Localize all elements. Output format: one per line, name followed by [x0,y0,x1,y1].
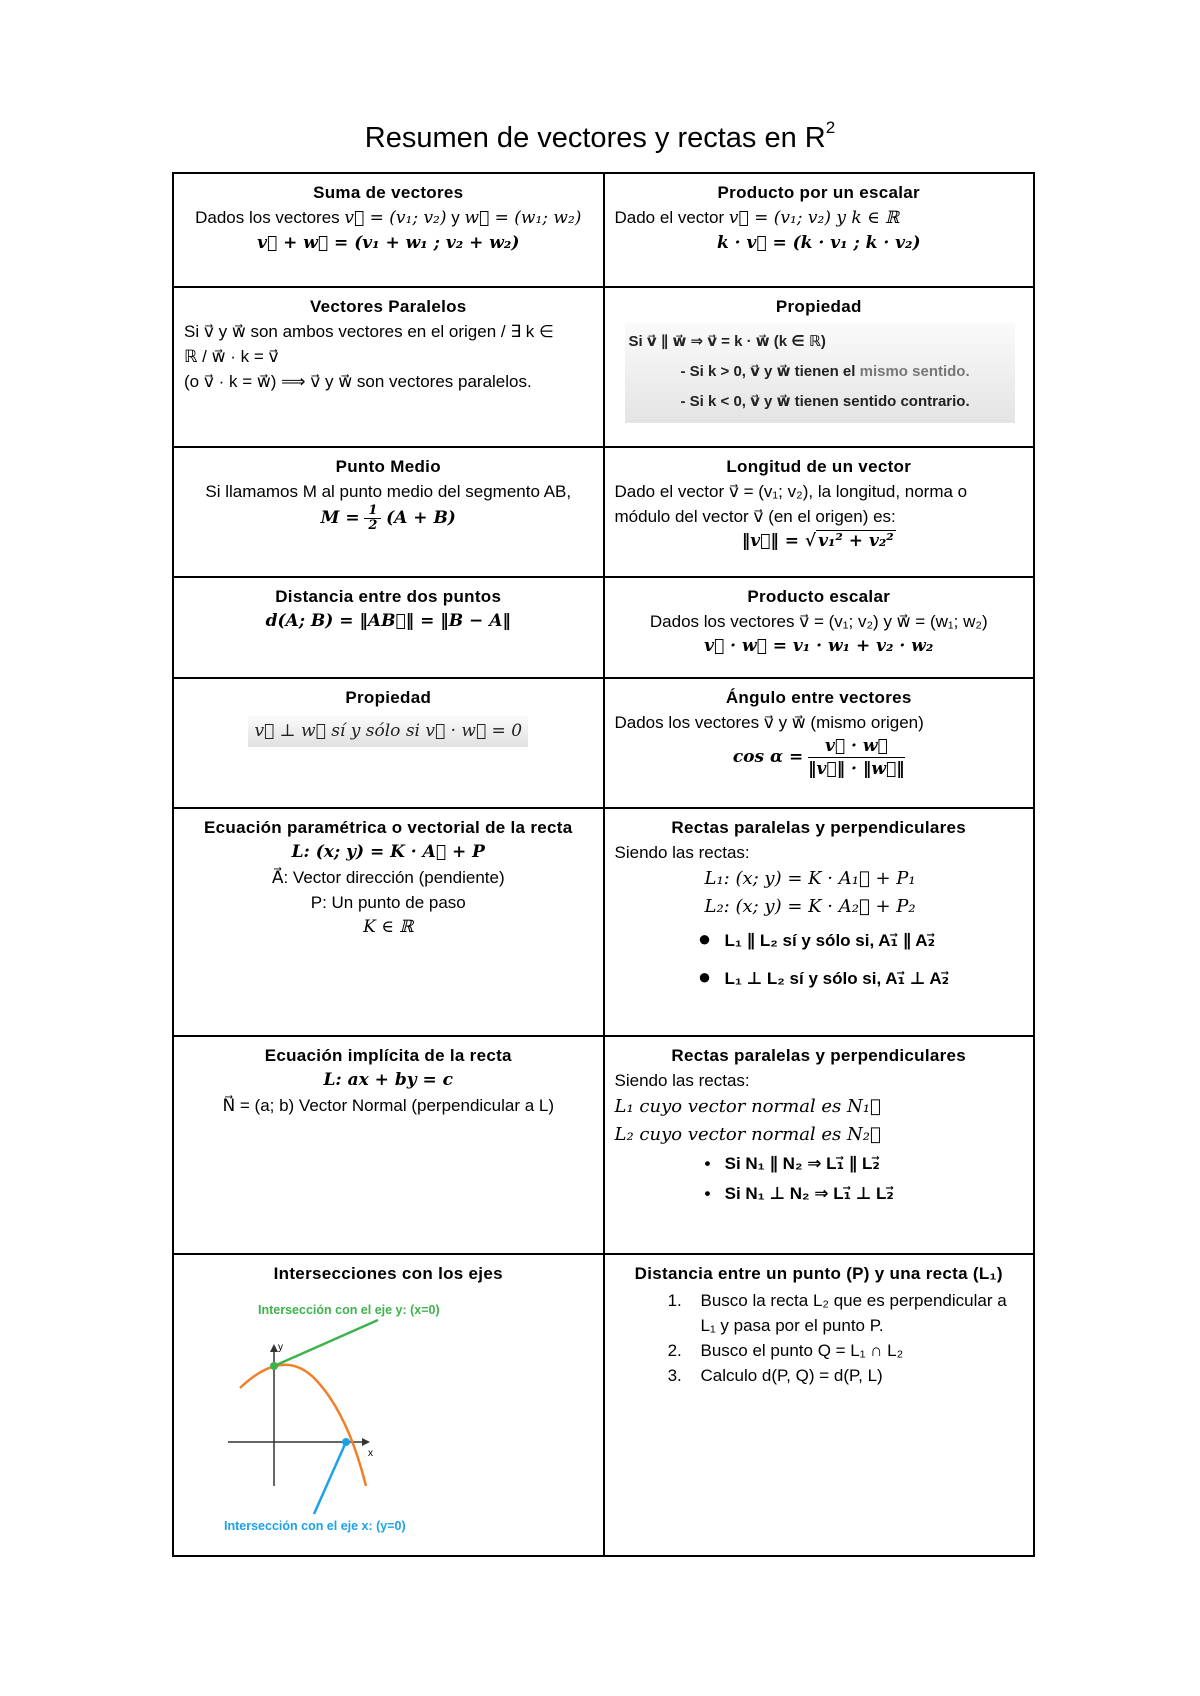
cell-propiedad2 [173,678,604,808]
y-axis-arrow-icon [270,1344,278,1352]
longitud-line2: módulo del vector v⃗ (en el origen) es: [614,507,896,526]
rectas2-bullet1 [615,1149,1024,1179]
parametrica-line4: K ∈ ℝ [363,917,414,937]
implicita-header: Ecuación implícita de la recta [264,1046,512,1065]
title-exponent: 2 [825,118,836,137]
propiedad1-header: Propiedad [775,297,862,316]
paralelos-line3: (o v⃗ · k = w⃗) ⟹ v⃗ y w⃗ son vectores paralelos. [184,372,532,391]
table-row [173,173,1034,287]
angulo-header: Ángulo entre vectores [725,688,912,707]
paralelos-line1: Si v⃗ y w⃗ son ambos vectores en el origen / ∃ k ∈ [184,322,554,341]
cell-propiedad1 [604,287,1035,447]
angulo-den: ‖v⃗‖ · ‖w⃗‖ [808,759,905,779]
medio-frac-den: 2 [368,518,378,533]
intersections-diagram [188,1290,598,1540]
propiedad1-line2-b: mismo sentido. [859,363,970,380]
medio-line1: Si llamamos M al punto medio del segmento AB, [205,482,572,501]
rectas1-b2-text: L₁ ⊥ L₂ sí y sólo si, A₁⃗ ⊥ A₂⃗ [724,969,950,988]
cell-escalar [604,173,1035,287]
suma-v-def: v⃗ = (v₁; v₂) [344,208,447,228]
propiedad1-line2-a: - Si k > 0, v⃗ y w⃗ tienen el [680,363,860,380]
bullet-icon: • [704,1154,711,1173]
angulo-lhs: cos α = [732,746,804,767]
rectas1-intro: Siendo las rectas: [614,843,750,862]
longitud-header: Longitud de un vector [726,457,912,476]
parametrica-line2: A⃗: Vector dirección (pendiente) [271,868,505,887]
parametrica-header: Ecuación paramétrica o vectorial de la recta [204,818,573,837]
angulo-fraction [808,735,905,780]
x-axis-arrow-icon [362,1438,370,1446]
y-axis-label: y [278,1342,283,1353]
propiedad1-line3: - Si k < 0, v⃗ y w⃗ tienen sentido contrario. [680,393,970,410]
y-intercept-label: Intersección con el eje y: (x=0) [258,1303,440,1317]
parametrica-line3: P: Un punto de paso [310,893,466,912]
escalar-formula: k · v⃗ = (k · v₁ ; k · v₂) [716,233,921,253]
prodescalar-line1: Dados los vectores v⃗ = (v₁; v₂) y w⃗ = (w₁; w₂) [649,612,988,631]
medio-frac-num: 1 [364,504,381,519]
propiedad2-formula: v⃗ ⊥ w⃗ sí y sólo si v⃗ · w⃗ = 0 [248,716,528,747]
angulo-num: v⃗ · w⃗ [808,735,905,758]
rectas2-eq1: L₁ cuyo vector normal es N₁⃗ [614,1096,881,1117]
suma-line1-text: Dados los vectores [195,208,340,227]
bullet-icon: ● [697,926,712,951]
x-intercept-label: Intersección con el eje x: (y=0) [224,1519,406,1533]
bullet-icon: ● [697,964,712,989]
list-item: 2. Busco el punto Q = L₁ ∩ L₂ [687,1338,1024,1363]
distpunto-steps [615,1288,1024,1388]
table-row [173,678,1034,808]
parametrica-formula: L: (x; y) = K · A⃗ + P [291,842,485,862]
cell-distpunto [604,1254,1035,1556]
rectas2-intro: Siendo las rectas: [614,1071,750,1090]
page-title [0,118,1200,155]
escalar-line1-text: Dado el vector [614,208,725,227]
suma-header: Suma de vectores [313,183,464,202]
rectas1-header: Rectas paralelas y perpendiculares [671,818,967,837]
title-text: Resumen de vectores y rectas en R [364,122,826,154]
cell-implicita [173,1036,604,1254]
escalar-header: Producto por un escalar [717,183,920,202]
implicita-formula: L: ax + by = c [323,1070,454,1090]
longitud-line1: Dado el vector v⃗ = (v₁; v₂), la longitud, norma o [614,482,968,501]
longitud-formula-radicand: v₁² + v₂² [818,531,894,551]
medio-formula-lhs: M = [320,507,360,528]
bullet-icon: • [704,1184,711,1203]
cell-angulo [604,678,1035,808]
table-row [173,577,1034,678]
distancia-formula: d(A; B) = ‖AB⃗‖ = ‖B − A‖ [265,611,511,631]
longitud-formula-lhs: ‖v⃗‖ = √ [741,531,817,551]
rectas1-eq1: L₁: (x; y) = K · A₁⃗ + P₁ [704,868,916,889]
cell-suma [173,173,604,287]
propiedad1-box [625,323,1016,423]
rectas1-eq2: L₂: (x; y) = K · A₂⃗ + P₂ [704,896,916,917]
implicita-line2: N⃗ = (a; b) Vector Normal (perpendicular a L) [222,1096,555,1115]
cell-paralelos [173,287,604,447]
cell-parametrica [173,808,604,1036]
rectas2-eq2: L₂ cuyo vector normal es N₂⃗ [614,1124,881,1145]
y-intercept-pointer [274,1320,378,1366]
medio-fraction [364,504,381,533]
summary-table [172,172,1035,1557]
parabola-curve [240,1365,366,1486]
cell-prodescalar [604,577,1035,678]
table-row [173,287,1034,447]
x-intercept-pointer [314,1442,346,1514]
medio-header: Punto Medio [335,457,441,476]
list-item: 3. Calculo d(P, Q) = d(P, L) [687,1363,1024,1388]
prodescalar-header: Producto escalar [747,587,891,606]
suma-formula: v⃗ + w⃗ = (v₁ + w₁ ; v₂ + w₂) [257,233,520,253]
rectas2-header: Rectas paralelas y perpendiculares [671,1046,967,1065]
table-row [173,447,1034,577]
cell-intersecciones [173,1254,604,1556]
list-item: 1. Busco la recta L₂ que es perpendicular a L₁ y pasa por el punto P. [687,1288,1024,1338]
prodescalar-formula: v⃗ · w⃗ = v₁ · w₁ + v₂ · w₂ [704,636,934,656]
propiedad1-line1: Si v⃗ ∥ w⃗ ⇒ v⃗ = k · w⃗ (k ∈ ℝ) [628,333,826,350]
x-axis-label: x [368,1448,373,1459]
intersecciones-header: Intersecciones con los ejes [273,1264,503,1283]
angulo-formula [615,735,1024,780]
rectas2-bullet2 [615,1179,1024,1209]
propiedad1-line2 [629,357,1006,387]
escalar-line1 [615,205,1024,231]
rectas2-b2-text: Si N₁ ⊥ N₂ ⇒ L₁⃗ ⊥ L₂⃗ [724,1184,894,1203]
escalar-v-def: v⃗ = (v₁; v₂) y k ∈ ℝ [728,208,900,228]
rectas1-bullet2 [615,959,1024,997]
cell-distancia [173,577,604,678]
distpunto-header: Distancia entre un punto (P) y una recta (L₁) [634,1264,1003,1283]
paralelos-line2: ℝ / w⃗ · k = v⃗ [184,347,279,366]
table-row [173,1036,1034,1254]
propiedad2-header: Propiedad [345,688,432,707]
table-row [173,808,1034,1036]
table-row [173,1254,1034,1556]
cell-longitud [604,447,1035,577]
cell-rectas2 [604,1036,1035,1254]
angulo-line1: Dados los vectores v⃗ y w⃗ (mismo origen) [614,713,924,732]
suma-line1 [184,205,593,231]
rectas2-b1-text: Si N₁ ∥ N₂ ⇒ L₁⃗ ∥ L₂⃗ [724,1154,880,1173]
longitud-formula [615,529,1024,554]
rectas1-b1-text: L₁ ∥ L₂ sí y sólo si, A₁⃗ ∥ A₂⃗ [724,931,936,950]
suma-and: y [451,208,460,227]
cell-rectas1 [604,808,1035,1036]
cell-medio [173,447,604,577]
rectas1-bullet1 [615,921,1024,959]
medio-formula-rhs: (A + B) [386,507,456,528]
paralelos-header: Vectores Paralelos [309,297,467,316]
distancia-header: Distancia entre dos puntos [275,587,502,606]
medio-formula [184,504,593,533]
suma-w-def: w⃗ = (w₁; w₂) [464,208,582,228]
